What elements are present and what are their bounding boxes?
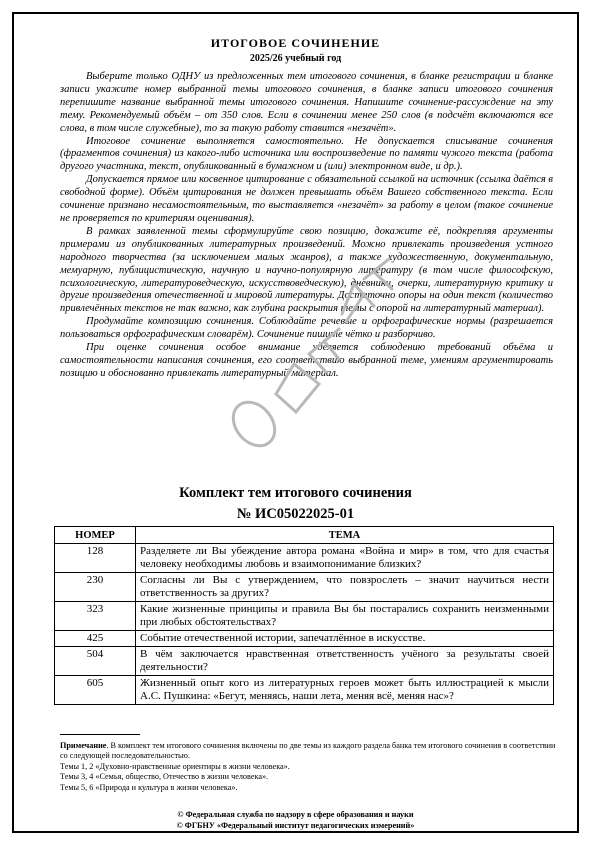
instruction-paragraph: Продумайте композицию сочинения. Соблюдайте речевые и орфографические нормы (разрешается пользоваться орфографическим словарём). Сочинение пишите чётко и разборчиво. (60, 316, 553, 341)
note-line: Темы 3, 4 «Семья, общество, Отечество в жизни человека». (60, 772, 269, 782)
topic-number: 605 (55, 676, 136, 705)
table-header-row (55, 527, 554, 544)
instruction-paragraph: Выберите только ОДНУ из предложенных тем итогового сочинения, в бланке регистрации и бланке записи укажите номер выбранной темы итогового сочинения, в бланке записи итогового сочинения перепишите название выбранной темы итогового сочинения. Напишите сочинение-рассуждение на эту тему. Рекомендуемый объём – от 350 слов. Если в сочинении менее 250 слов (в подсчёт включаются все слова, в том числе служебные), то за такую работу ставится «незачёт». (60, 71, 553, 134)
topic-text: В чём заключается нравственная ответственность учёного за результаты своей деятельности? (136, 647, 554, 676)
note (60, 741, 556, 793)
copyright-line: © ФГБНУ «Федеральный институт педагогических измерений» (176, 821, 415, 830)
note-line: Темы 5, 6 «Природа и культура в жизни человека». (60, 782, 238, 792)
kit-title: Комплект тем итогового сочинения (179, 485, 412, 501)
topic-text: Какие жизненные принципы и правила Вы бы постарались сохранить неизменными при любых обстоятельствах? (136, 602, 554, 631)
topic-text: Согласны ли Вы с утверждением, что повзрослеть – значит научиться нести ответственность за других? (136, 573, 554, 602)
instruction-paragraph: Допускается прямое или косвенное цитирование с обязательной ссылкой на источник (ссылка даётся в свободной форме). Объём цитирования не должен превышать объём Вашего собственного текста. Если сочинение признано несамостоятельным, то выставляется «незачёт» за работу в целом (такое сочинение не проверяется по критериям оценивания). (60, 174, 553, 224)
instruction-paragraph: Итоговое сочинение выполняется самостоятельно. Не допускается списывание сочинения (фрагментов сочинения) из какого-либо источника или воспроизведение по памяти чужого текста (работа другого участника, текст, опубликованный в бумажном и (или) электронном виде, и др.). (60, 135, 553, 173)
document-title: ИТОГОВОЕ СОЧИНЕНИЕ (210, 36, 381, 50)
table-row (55, 676, 554, 705)
instructions (60, 71, 553, 381)
topic-text: Жизненный опыт кого из литературных героев может быть иллюстрацией к мысли А.С. Пушкина: «Бегут, меняясь, наши лета, меняя всё, меняя нас»? (136, 676, 554, 705)
school-year: 2025/26 учебный год (249, 53, 342, 64)
note-divider (60, 734, 140, 735)
copyright-line: © Федеральная служба по надзору в сфере образования и науки (177, 810, 414, 819)
column-header-topic: ТЕМА (136, 527, 554, 544)
topic-number: 425 (55, 631, 136, 647)
note-line: Темы 1, 2 «Духовно-нравственные ориентиры в жизни человека». (60, 761, 290, 771)
instruction-paragraph: В рамках заявленной темы сформулируйте свою позицию, докажите её, подкрепляя аргументы примерами из опубликованных литературных произведений. Можно привлекать произведения устного народного творчества (за исключением малых жанров), а также художественную, документальную, мемуарную, публицистическую, научную и научно-популярную литературу (в том числе философскую, психологическую, литературоведческую, искусствоведческую), дневники, очерки, литературную критику и другие произведения отечественной и мировой литературы. Достаточно опоры на один текст (количество привлечённых текстов не так важно, как глубина раскрытия темы с опорой на литературный материал). (60, 225, 553, 315)
topic-text: Разделяете ли Вы убеждение автора романа «Война и мир» в том, что для счастья человеку необходимы любовь и взаимопонимание близких? (136, 544, 554, 573)
topic-number: 230 (55, 573, 136, 602)
table-row (55, 602, 554, 631)
table-row (55, 631, 554, 647)
instruction-paragraph: При оценке сочинения особое внимание уделяется соблюдению требований объёма и самостоятельности написания сочинения, его соответствию выбранной теме, умениям аргументировать позицию и обоснованно привлекать литературный материал. (60, 342, 553, 379)
table-row (55, 573, 554, 602)
topic-number: 504 (55, 647, 136, 676)
table-row (55, 544, 554, 573)
copyright-footer (14, 809, 577, 831)
themes-table (54, 526, 554, 705)
note-intro (60, 741, 556, 762)
note-label: Примечание (60, 741, 107, 750)
topic-text: Событие отечественной истории, запечатлённое в искусстве. (136, 631, 554, 647)
topic-number: 323 (55, 602, 136, 631)
kit-number: № ИС05022025-01 (236, 506, 355, 522)
column-header-number: НОМЕР (55, 527, 136, 544)
note-text: . В комплект тем итогового сочинения включены по две темы из каждого раздела банка тем итогового сочинения в соответствии со следующей последовательностью. (60, 741, 556, 761)
document-page (12, 12, 579, 833)
table-row (55, 647, 554, 676)
topic-number: 128 (55, 544, 136, 573)
